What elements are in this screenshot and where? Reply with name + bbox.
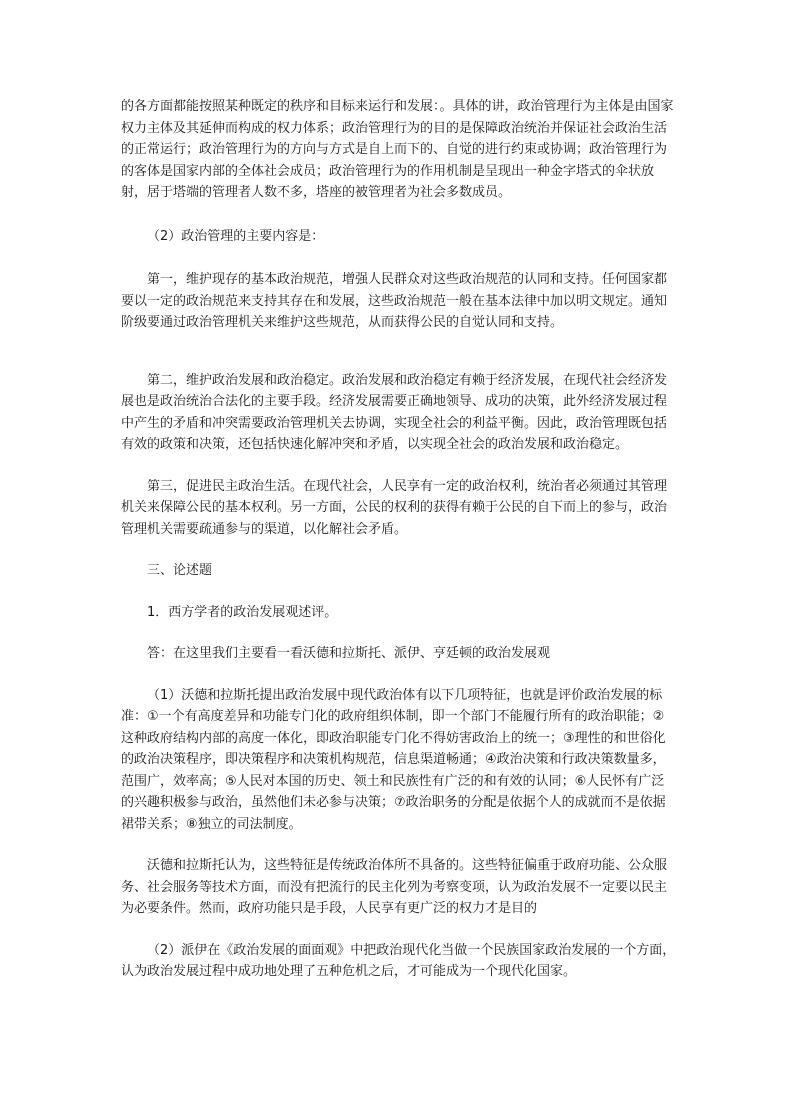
paragraph-pye: （2）派伊在《政治发展的面面观》中把政治现代化当做一个民族国家政治发展的一个方面，认为政治发展过程中成功地处理了五种危机之后，才可能成为一个现代化国家。 xyxy=(121,942,676,979)
document-page xyxy=(121,96,676,983)
heading-main-content: （2）政治管理的主要内容是： xyxy=(147,228,325,244)
paragraph-ward-rustow: （1）沃德和拉斯托提出政治发展中现代政治体有以下几项特征，也就是评价政治发展的标准：①一个有高度差异和功能专门化的政府组织体制，即一个部门不能履行所有的政治职能；②这种政府结构内部的高度一体化，即政治职能专门化不得妨害政治上的统一；③理性的和世俗化的政治决策程序，即决策程序和决策机构规范，信息渠道畅通；④政治决策和行政决策数量多，范围广，效率高；⑤人民对本国的历史、领土和民族性有广泛的和有效的认同；⑥人民怀有广泛的兴趣积极参与政治，虽然他们未必参与决策；⑦政治职务的分配是依据个人的成就而不是依据裙带关系；⑧独立的司法制度。 xyxy=(121,687,666,832)
paragraph-ward-rustow-critique: 沃德和拉斯托认为，这些特征是传统政治体所不具备的。这些特征偏重于政府功能、公众服务、社会服务等技术方面，而没有把流行的民主化列为考察变项，认为政治发展不一定要以民主为必要条件。然而，政府功能只是手段，人民享有更广泛的权力才是目的 xyxy=(121,858,668,916)
question-one: 1．西方学者的政治发展观述评。 xyxy=(147,604,338,620)
paragraph-point-one: 第一，维护现存的基本政治规范，增强人民群众对这些政治规范的认同和支持。任何国家都要以一定的政治规范来支持其存在和发展，这些政治规范一般在基本法律中加以明文规定。通知阶级要通过政治管理机关来维护这些规范，从而获得公民的自觉认同和支持。 xyxy=(121,272,668,330)
paragraph-point-two: 第二，维护政治发展和政治稳定。政治发展和政治稳定有赖于经济发展，在现代社会经济发展也是政治统治合法化的主要手段。经济发展需要正确地领导、成功的决策，此外经济发展过程中产生的矛盾和冲突需要政治管理机关去协调，实现全社会的利益平衡。因此，政治管理既包括有效的政策和决策，还包括快速化解冲突和矛盾，以实现全社会的政治发展和政治稳定。 xyxy=(121,372,668,452)
paragraph-point-three: 第三，促进民主政治生活。在现代社会，人民享有一定的政治权利，统治者必须通过其管理机关来保障公民的基本权利。另一方面，公民的权利的获得有赖于公民的自下而上的参与，政治管理机关需要疏通参与的渠道，以化解社会矛盾。 xyxy=(121,478,668,537)
answer-intro: 答：在这里我们主要看一看沃德和拉斯托、派伊、亨廷顿的政治发展观 xyxy=(147,646,551,661)
paragraph-political-management-subject: 的各方面都能按照某种既定的秩序和目标来运行和发展：。具体的讲，政治管理行为主体是由国家权力主体及其延伸而构成的权力体系；政治管理行为的目的是保障政治统治并保证社会政治生活的正常运行；政治管理行为的方向与方式是自上而下的、自觉的进行约束或协调；政治管理行为的客体是国家内部的全体社会成员；政治管理行为的作用机制是呈现出一种金字塔式的伞状放射，居于塔端的管理者人数不多，塔座的被管理者为社会多数成员。 xyxy=(121,99,674,200)
section-heading-essay: 三、论述题 xyxy=(147,563,213,578)
